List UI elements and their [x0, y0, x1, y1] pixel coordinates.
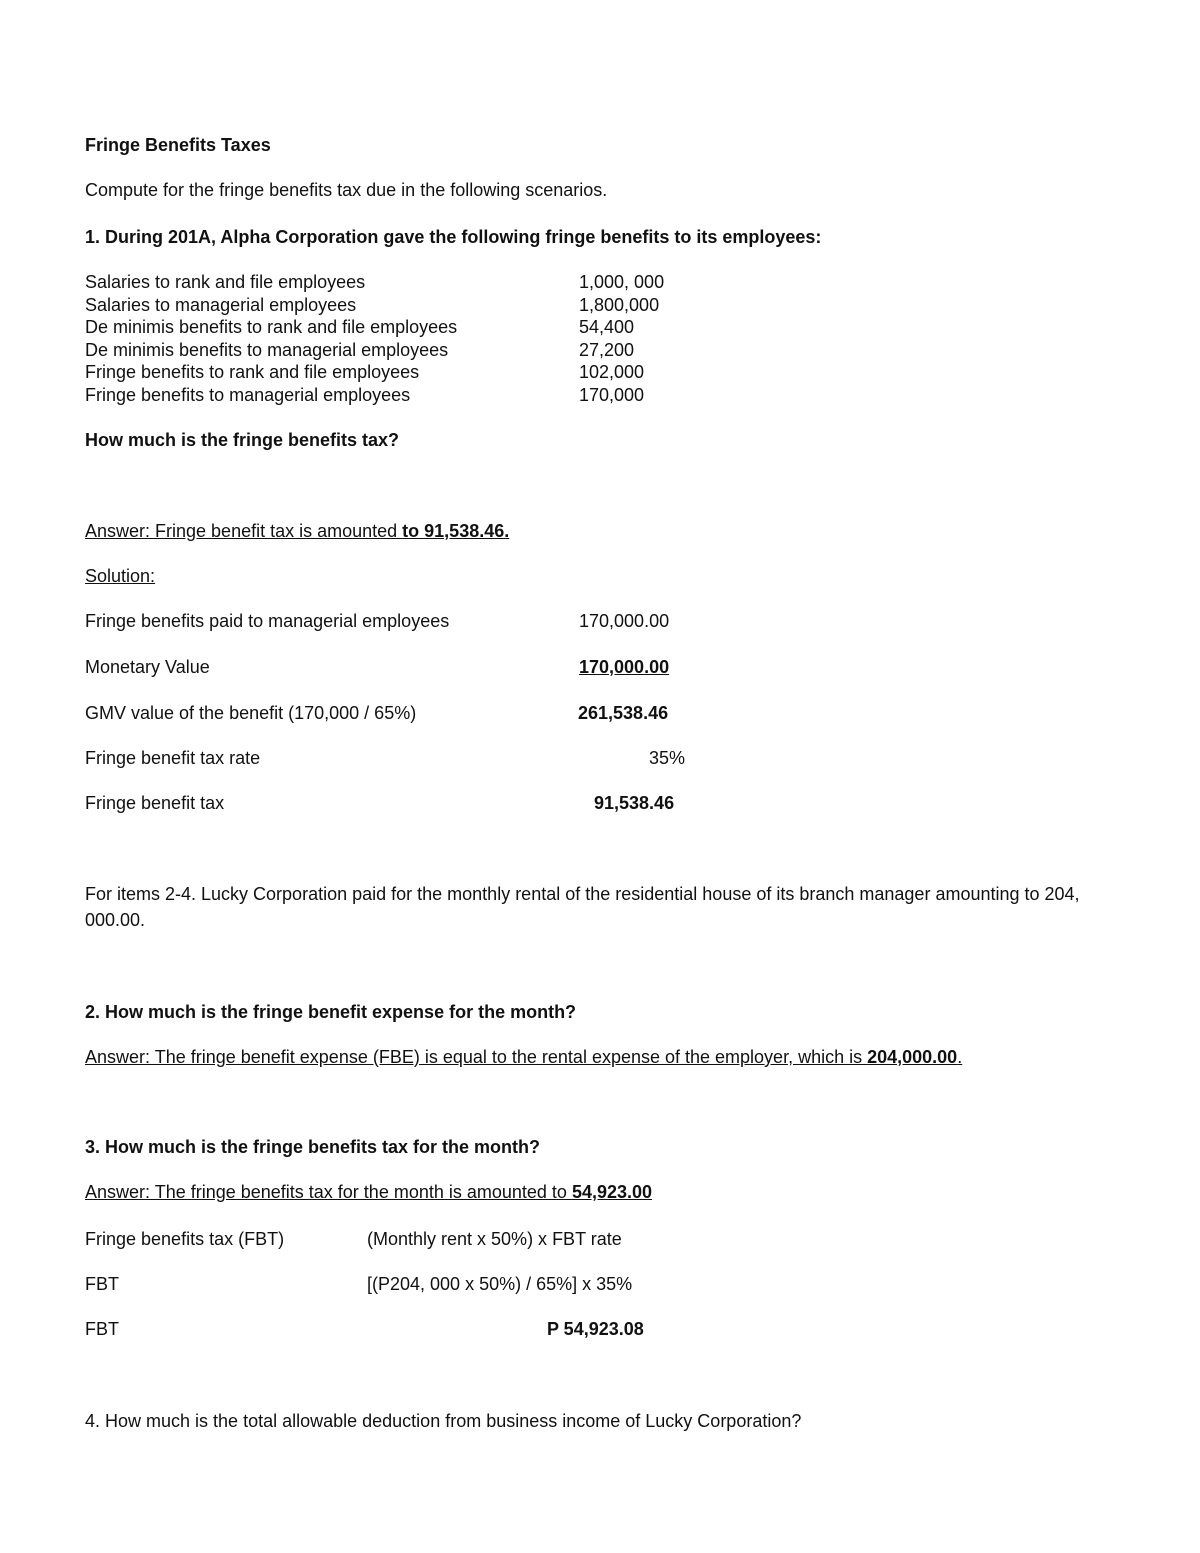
q1-answer	[85, 520, 509, 542]
q3-heading: 3. How much is the fringe benefits tax for the month?	[85, 1137, 541, 1157]
q1-item-label: Fringe benefits to managerial employees	[85, 385, 411, 405]
q1-question: How much is the fringe benefits tax?	[85, 430, 400, 450]
items-2-4-intro: For items 2-4. Lucky Corporation paid for the monthly rental of the residential house of its branch manager amounting to 204, 000.00.	[85, 884, 1080, 930]
q3-answer-value: 54,923.00	[571, 1182, 653, 1202]
q1-item-value: 1,000, 000	[579, 272, 665, 292]
q1-item-label: De minimis benefits to managerial employees	[85, 340, 449, 360]
solution-label-row: Fringe benefit tax rate	[85, 748, 261, 768]
q2-answer-prefix: Answer: The fringe benefit expense (FBE) is equal to the rental expense of the employer, which is	[85, 1047, 868, 1067]
doc-title: Fringe Benefits Taxes	[85, 135, 271, 155]
solution-label-row: GMV value of the benefit (170,000 / 65%)	[85, 703, 417, 723]
fbt-row-value: P 54,923.08	[547, 1319, 644, 1339]
q2-answer	[85, 1046, 962, 1068]
q1-item-label: De minimis benefits to rank and file employees	[85, 317, 458, 337]
solution-label: Solution:	[85, 566, 156, 586]
q2-answer-value: 204,000.00	[867, 1047, 958, 1067]
q1-item-value: 1,800,000	[579, 295, 660, 315]
q4-heading: 4. How much is the total allowable deduction from business income of Lucky Corporation?	[85, 1411, 802, 1431]
q1-item-value: 102,000	[579, 362, 645, 382]
q3-answer-prefix: Answer: The fringe benefits tax for the month is amounted to	[85, 1182, 572, 1202]
fbt-row-label: FBT	[85, 1319, 119, 1339]
solution-value: 261,538.46	[578, 703, 669, 723]
q1-item-label: Fringe benefits to rank and file employees	[85, 362, 420, 382]
solution-value: 91,538.46	[594, 793, 675, 813]
q1-item-value: 27,200	[579, 340, 635, 360]
q1-item-label: Salaries to managerial employees	[85, 295, 357, 315]
solution-label-row: Fringe benefits paid to managerial employees	[85, 611, 450, 631]
q2-answer-suffix: .	[957, 1047, 963, 1067]
solution-value: 35%	[649, 748, 686, 768]
fbt-row-value: [(P204, 000 x 50%) / 65%] x 35%	[367, 1274, 633, 1294]
solution-value: 170,000.00	[579, 657, 670, 677]
solution-label-row: Fringe benefit tax	[85, 793, 225, 813]
intro-text: Compute for the fringe benefits tax due in the following scenarios.	[85, 180, 608, 200]
q3-answer	[85, 1181, 652, 1203]
fbt-row-label: FBT	[85, 1274, 119, 1294]
fbt-row-value: (Monthly rent x 50%) x FBT rate	[367, 1229, 622, 1249]
q1-item-value: 54,400	[579, 317, 635, 337]
q1-answer-prefix: Answer: Fringe benefit tax is amounted	[85, 521, 403, 541]
q1-heading: 1. During 201A, Alpha Corporation gave the following fringe benefits to its employees:	[85, 227, 822, 247]
q1-item-label: Salaries to rank and file employees	[85, 272, 366, 292]
solution-value: 170,000.00	[579, 611, 670, 631]
fbt-row-label: Fringe benefits tax (FBT)	[85, 1229, 285, 1249]
solution-label-row: Monetary Value	[85, 657, 210, 677]
q1-item-value: 170,000	[579, 385, 645, 405]
q1-answer-value: to 91,538.46.	[402, 521, 510, 541]
q2-heading: 2. How much is the fringe benefit expense for the month?	[85, 1002, 577, 1022]
